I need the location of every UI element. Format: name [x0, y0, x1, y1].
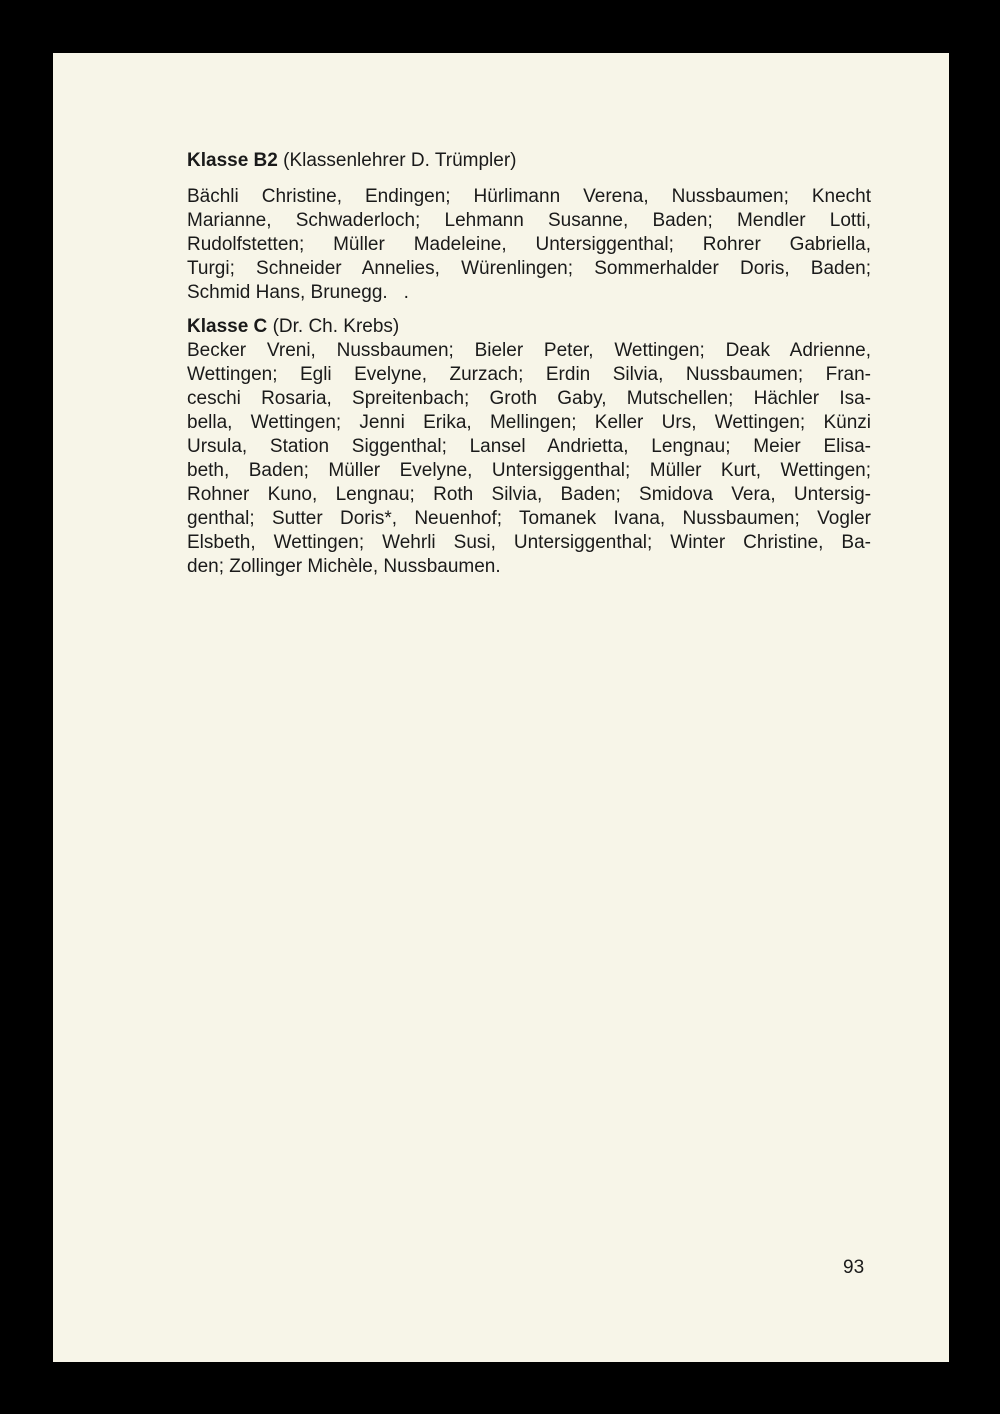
- section-klasse-b2: [187, 149, 871, 305]
- page-content: [187, 149, 871, 579]
- text-line: den; Zollinger Michèle, Nussbaumen.: [187, 556, 501, 577]
- text-line: Ursula, Station Siggenthal; Lansel Andrietta, Lengnau; Meier Elisa-: [187, 436, 871, 457]
- text-line: genthal; Sutter Doris*, Neuenhof; Tomanek Ivana, Nussbaumen; Vogler: [187, 508, 871, 529]
- text-line: ceschi Rosaria, Spreitenbach; Groth Gaby, Mutschellen; Hächler Isa-: [187, 388, 871, 409]
- document-page: [53, 53, 949, 1362]
- text-line: Marianne, Schwaderloch; Lehmann Susanne, Baden; Mendler Lotti,: [187, 210, 871, 231]
- text-line: beth, Baden; Müller Evelyne, Untersiggenthal; Müller Kurt, Wettingen;: [187, 460, 871, 481]
- text-line: Elsbeth, Wettingen; Wehrli Susi, Untersiggenthal; Winter Christine, Ba-: [187, 532, 871, 553]
- text-line: Bächli Christine, Endingen; Hürlimann Verena, Nussbaumen; Knecht: [187, 186, 871, 207]
- section-klasse-c: [187, 315, 871, 579]
- text-line: bella, Wettingen; Jenni Erika, Mellingen; Keller Urs, Wettingen; Künzi: [187, 412, 871, 433]
- section-heading: [187, 315, 871, 339]
- teacher-name: (Dr. Ch. Krebs): [272, 316, 400, 337]
- student-list: [187, 185, 871, 305]
- text-line: Rohner Kuno, Lengnau; Roth Silvia, Baden; Smidova Vera, Untersig-: [187, 484, 871, 505]
- teacher-name: (Klassenlehrer D. Trümpler): [283, 150, 517, 171]
- section-heading: [187, 149, 871, 173]
- student-list: [187, 339, 871, 579]
- text-line: Schmid Hans, Brunegg.: [187, 282, 388, 303]
- text-line: Turgi; Schneider Annelies, Würenlingen; Sommerhalder Doris, Baden;: [187, 258, 871, 279]
- page-number: 93: [843, 1257, 865, 1278]
- text-line-wrapper: [187, 281, 871, 305]
- class-label: Klasse C: [187, 316, 268, 337]
- text-line: Rudolfstetten; Müller Madeleine, Untersiggenthal; Rohrer Gabriella,: [187, 234, 871, 255]
- text-line: Becker Vreni, Nussbaumen; Bieler Peter, Wettingen; Deak Adrienne,: [187, 340, 871, 361]
- stray-mark: .: [403, 282, 409, 303]
- text-line: Wettingen; Egli Evelyne, Zurzach; Erdin Silvia, Nussbaumen; Fran-: [187, 364, 871, 385]
- class-label: Klasse B2: [187, 150, 278, 171]
